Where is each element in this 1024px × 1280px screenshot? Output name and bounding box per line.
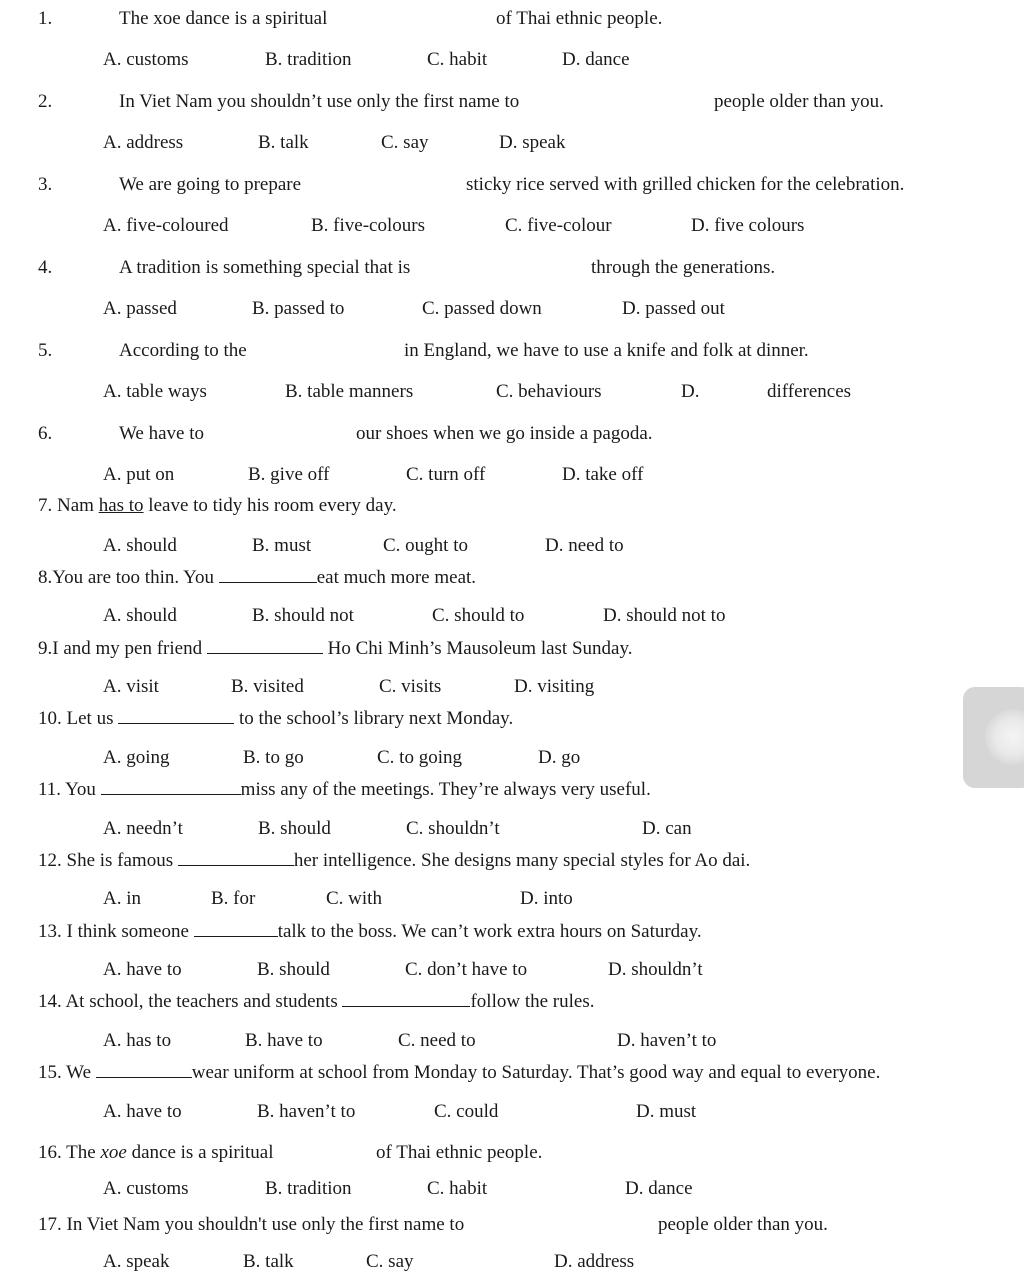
option-a[interactable]: A. in bbox=[103, 888, 141, 909]
option-c[interactable]: C. ought to bbox=[383, 535, 468, 556]
question-number: 2. bbox=[38, 91, 53, 112]
option-b[interactable]: B. give off bbox=[248, 464, 330, 485]
question-number: 14. bbox=[38, 991, 62, 1012]
question-line bbox=[38, 1061, 880, 1084]
question-text: You bbox=[65, 779, 96, 800]
question-line bbox=[38, 849, 750, 872]
question-text: talk to the boss. We can’t work extra hours on Saturday. bbox=[277, 921, 702, 942]
question-text: Ho Chi Minh’s Mausoleum last Sunday. bbox=[327, 638, 633, 659]
option-b[interactable]: B. tradition bbox=[265, 49, 352, 70]
option-c[interactable]: C. to going bbox=[377, 747, 462, 768]
option-d[interactable]: D. five colours bbox=[691, 215, 805, 236]
question-text: A tradition is something special that is bbox=[119, 257, 411, 278]
underlined-phrase: has to bbox=[98, 495, 144, 516]
option-d[interactable]: D. should not to bbox=[603, 605, 726, 626]
option-a[interactable]: A. customs bbox=[103, 49, 189, 70]
option-a[interactable]: A. should bbox=[103, 535, 177, 556]
question-text: her intelligence. She designs many special styles for Ao dai. bbox=[293, 850, 751, 871]
option-b[interactable]: B. have to bbox=[245, 1030, 323, 1051]
option-a[interactable]: A. table ways bbox=[103, 381, 207, 402]
question-text: In Viet Nam you shouldn't use only the first name to bbox=[66, 1214, 465, 1235]
question-text: The bbox=[66, 1142, 96, 1163]
option-b[interactable]: B. should not bbox=[252, 605, 354, 626]
option-b[interactable]: B. for bbox=[211, 888, 256, 909]
option-c[interactable]: C. passed down bbox=[422, 298, 542, 319]
option-d[interactable]: D. visiting bbox=[514, 676, 595, 697]
question-text: dance is a spiritual bbox=[131, 1142, 274, 1163]
answer-blank[interactable] bbox=[101, 778, 241, 795]
option-b[interactable]: B. talk bbox=[258, 132, 309, 153]
option-b[interactable]: B. tradition bbox=[265, 1178, 352, 1199]
option-d[interactable]: D. passed out bbox=[622, 298, 725, 319]
question-number: 5. bbox=[38, 340, 53, 361]
option-d[interactable]: D. go bbox=[538, 747, 581, 768]
option-a[interactable]: A. going bbox=[103, 747, 170, 768]
option-d[interactable]: D. can bbox=[642, 818, 692, 839]
option-a[interactable]: A. passed bbox=[103, 298, 177, 319]
question-text: We bbox=[66, 1062, 92, 1083]
option-c[interactable]: C. should to bbox=[432, 605, 525, 626]
option-a[interactable]: A. have to bbox=[103, 959, 182, 980]
answer-blank[interactable] bbox=[194, 920, 278, 937]
option-a[interactable]: A. put on bbox=[103, 464, 175, 485]
question-line bbox=[38, 1142, 274, 1164]
answer-blank[interactable] bbox=[96, 1061, 192, 1078]
question-number: 10. bbox=[38, 708, 62, 729]
question-text: follow the rules. bbox=[470, 991, 595, 1012]
option-d[interactable]: D. dance bbox=[562, 49, 630, 70]
option-b[interactable]: B. haven’t to bbox=[257, 1101, 356, 1122]
question-line bbox=[38, 1214, 464, 1236]
option-b[interactable]: B. talk bbox=[243, 1251, 294, 1272]
question-text: wear uniform at school from Monday to Saturday. That’s good way and equal to everyone. bbox=[191, 1062, 881, 1083]
option-a[interactable]: A. needn’t bbox=[103, 818, 183, 839]
option-d[interactable]: D. into bbox=[520, 888, 573, 909]
option-d[interactable]: D. take off bbox=[562, 464, 644, 485]
question-line bbox=[38, 495, 397, 517]
option-a[interactable]: A. customs bbox=[103, 1178, 189, 1199]
option-c[interactable]: C. visits bbox=[379, 676, 442, 697]
question-text: We have to bbox=[119, 423, 204, 444]
question-text: She is famous bbox=[66, 850, 174, 871]
question-text: leave to tidy his room every day. bbox=[148, 495, 397, 516]
option-a[interactable]: A. speak bbox=[103, 1251, 170, 1272]
option-c[interactable]: C. don’t have to bbox=[405, 959, 528, 980]
question-text: According to the bbox=[119, 340, 247, 361]
option-d[interactable]: D. dance bbox=[625, 1178, 693, 1199]
question-text: to the school’s library next Monday. bbox=[238, 708, 514, 729]
question-text: our shoes when we go inside a pagoda. bbox=[356, 423, 653, 444]
option-d-text[interactable]: differences bbox=[767, 381, 852, 402]
question-text: miss any of the meetings. They’re always very useful. bbox=[240, 779, 651, 800]
option-d[interactable]: D. haven’t to bbox=[617, 1030, 717, 1051]
option-c[interactable]: C. say bbox=[366, 1251, 414, 1272]
question-text: eat much more meat. bbox=[316, 567, 477, 588]
option-b[interactable]: B. passed to bbox=[252, 298, 345, 319]
question-text: people older than you. bbox=[658, 1214, 828, 1235]
option-c[interactable]: C. could bbox=[434, 1101, 499, 1122]
question-text: Let us bbox=[66, 708, 114, 729]
assistive-touch-icon bbox=[985, 709, 1024, 765]
option-d[interactable]: D. must bbox=[636, 1101, 697, 1122]
option-c[interactable]: C. habit bbox=[427, 1178, 488, 1199]
question-text: through the generations. bbox=[591, 257, 776, 278]
option-c[interactable]: C. turn off bbox=[406, 464, 486, 485]
answer-blank[interactable] bbox=[342, 990, 470, 1007]
option-c[interactable]: C. shouldn’t bbox=[406, 818, 500, 839]
question-line bbox=[38, 566, 476, 589]
option-a[interactable]: A. should bbox=[103, 605, 177, 626]
answer-blank[interactable] bbox=[118, 707, 234, 724]
question-line bbox=[38, 920, 702, 943]
question-text: people older than you. bbox=[714, 91, 884, 112]
answer-blank[interactable] bbox=[207, 637, 323, 654]
question-text: Nam bbox=[57, 495, 94, 516]
option-b[interactable]: B. five-colours bbox=[311, 215, 425, 236]
answer-blank[interactable] bbox=[178, 849, 294, 866]
question-number: 4. bbox=[38, 257, 53, 278]
question-text: We are going to prepare bbox=[119, 174, 302, 195]
option-d[interactable]: D. bbox=[681, 381, 700, 402]
option-b[interactable]: B. visited bbox=[231, 676, 304, 697]
option-c[interactable]: C. habit bbox=[427, 49, 488, 70]
question-text: sticky rice served with grilled chicken for the celebration. bbox=[466, 174, 905, 195]
option-c[interactable]: C. with bbox=[326, 888, 382, 909]
question-text: in England, we have to use a knife and folk at dinner. bbox=[404, 340, 809, 361]
question-text: You are too thin. You bbox=[52, 567, 214, 588]
question-number: 13. bbox=[38, 921, 62, 942]
option-b[interactable]: B. to go bbox=[243, 747, 304, 768]
option-c[interactable]: C. behaviours bbox=[496, 381, 602, 402]
question-text: At school, the teachers and students bbox=[65, 991, 338, 1012]
question-line bbox=[38, 990, 594, 1013]
option-a[interactable]: A. five-coloured bbox=[103, 215, 229, 236]
question-number: 8. bbox=[38, 567, 53, 588]
question-number: 6. bbox=[38, 423, 53, 444]
question-line bbox=[38, 707, 513, 730]
option-a[interactable]: A. have to bbox=[103, 1101, 182, 1122]
option-b[interactable]: B. should bbox=[258, 818, 331, 839]
question-text: of Thai ethnic people. bbox=[376, 1142, 543, 1163]
question-text: I and my pen friend bbox=[52, 638, 203, 659]
option-d[interactable]: D. need to bbox=[545, 535, 624, 556]
answer-blank[interactable] bbox=[219, 566, 317, 583]
option-a[interactable]: A. visit bbox=[103, 676, 159, 697]
option-b[interactable]: B. should bbox=[257, 959, 330, 980]
option-c[interactable]: C. say bbox=[381, 132, 429, 153]
question-number: 17. bbox=[38, 1214, 62, 1235]
question-line bbox=[38, 778, 651, 801]
option-a[interactable]: A. address bbox=[103, 132, 184, 153]
question-number: 11. bbox=[38, 779, 62, 800]
question-number: 15. bbox=[38, 1062, 62, 1083]
option-c[interactable]: C. five-colour bbox=[505, 215, 612, 236]
question-text: The xoe dance is a spiritual bbox=[119, 8, 328, 29]
question-number: 12. bbox=[38, 850, 62, 871]
assistive-touch-button[interactable] bbox=[963, 687, 1024, 788]
question-line bbox=[38, 637, 632, 660]
option-a[interactable]: A. has to bbox=[103, 1030, 172, 1051]
question-text: In Viet Nam you shouldn’t use only the first name to bbox=[119, 91, 520, 112]
option-c[interactable]: C. need to bbox=[398, 1030, 476, 1051]
question-number: 9. bbox=[38, 638, 53, 659]
question-number: 7. bbox=[38, 495, 53, 516]
question-text: I think someone bbox=[66, 921, 189, 942]
question-number: 1. bbox=[38, 8, 53, 29]
option-b[interactable]: B. table manners bbox=[285, 381, 414, 402]
option-d[interactable]: D. shouldn’t bbox=[608, 959, 703, 980]
option-d[interactable]: D. address bbox=[554, 1251, 635, 1272]
italic-word: xoe bbox=[100, 1142, 127, 1163]
option-b[interactable]: B. must bbox=[252, 535, 312, 556]
question-number: 16. bbox=[38, 1142, 62, 1163]
question-number: 3. bbox=[38, 174, 53, 195]
option-d[interactable]: D. speak bbox=[499, 132, 566, 153]
question-text: of Thai ethnic people. bbox=[496, 8, 663, 29]
